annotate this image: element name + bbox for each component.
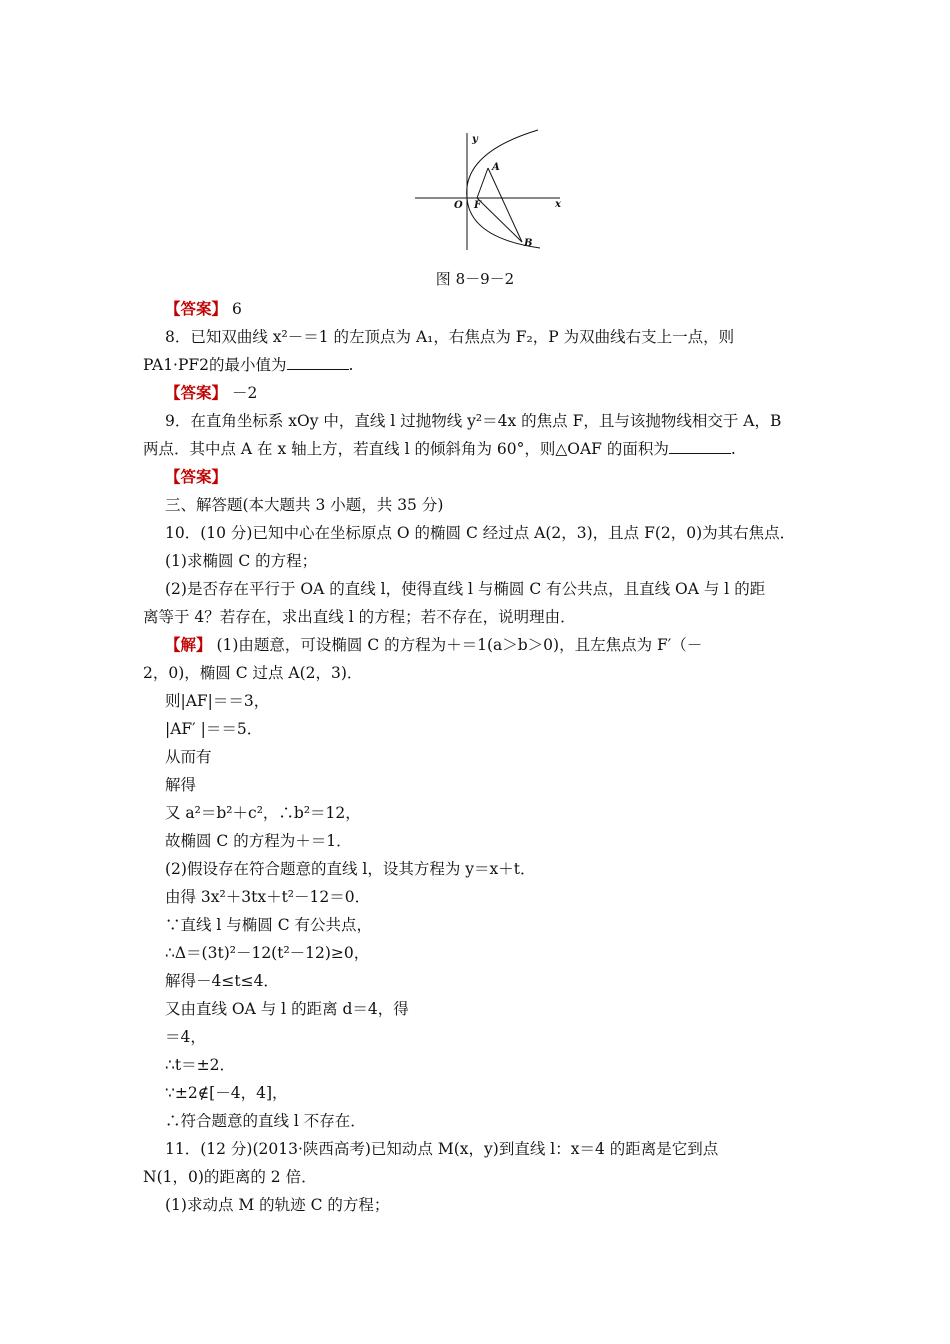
label-B: B (524, 238, 533, 249)
period: . (348, 356, 354, 374)
parabola-curve (467, 130, 540, 248)
answer-blank (669, 439, 731, 454)
solution-line-7: 又 a²＝b²＋c²，∴b²＝12， (165, 804, 361, 822)
question-8-text: PA1·PF2的最小值为 (143, 356, 287, 374)
answer-value: 6 (227, 300, 242, 318)
solution-line-14: 又由直线 OA 与 l 的距离 d＝4，得 (165, 1000, 409, 1018)
answer-tag: 【答案】 (165, 467, 228, 486)
question-9-text: 两点．其中点 A 在 x 轴上方，若直线 l 的倾斜角为 60°，则△OAF 的面积为 (143, 440, 669, 458)
solution-line-5: 从而有 (165, 748, 212, 766)
solution-line-2: 2，0)，椭圆 C 过点 A(2，3)． (143, 664, 363, 682)
solution-text: (1)由题意，可设椭圆 C 的方程为＋＝1(a＞b＞0)，且左焦点为 F′（－ (211, 636, 703, 654)
solution-line-13: 解得－4≤t≤4． (165, 972, 279, 990)
solution-line-10: 由得 3x²＋3tx＋t²－12＝0． (165, 888, 371, 906)
question-9-line-2 (143, 439, 736, 459)
line-OA (477, 168, 488, 198)
period: . (730, 440, 736, 458)
section-heading: 三、解答题(本大题共 3 小题，共 35 分) (165, 496, 444, 514)
answer-line-8 (165, 383, 257, 403)
question-10-stem: 10．(10 分)已知中心在坐标原点 O 的椭圆 C 经过点 A(2，3)，且点 F(2，0)为其右焦点． (165, 524, 796, 542)
label-y: y (472, 134, 478, 145)
label-A: A (492, 162, 500, 173)
question-8-line-1: 8．已知双曲线 x²－＝1 的左顶点为 A₁，右焦点为 F₂，P 为双曲线右支上一点，则 (165, 328, 735, 346)
label-O: O (454, 200, 463, 211)
question-11-line-2: N(1，0)的距离的 2 倍． (143, 1168, 317, 1186)
solution-line-12: ∴Δ＝(3t)²－12(t²－12)≥0， (165, 944, 370, 962)
question-9-line-1: 9．在直角坐标系 xOy 中，直线 l 过抛物线 y²＝4x 的焦点 F，且与该抛物线相交于 A，B (165, 412, 782, 430)
answer-tag: 【答案】 (165, 299, 228, 318)
question-10-part-1: (1)求椭圆 C 的方程； (165, 552, 318, 570)
answer-blank (287, 355, 349, 370)
label-F: F (474, 200, 482, 211)
question-10-part-2-line-1: (2)是否存在平行于 OA 的直线 l，使得直线 l 与椭圆 C 有公共点，且直线 OA 与 l 的距 (165, 580, 766, 598)
question-11-line-1: 11．(12 分)(2013·陕西高考)已知动点 M(x，y)到直线 l：x＝4 的距离是它到点 (165, 1140, 719, 1158)
label-x: x (555, 199, 561, 210)
solution-line-9: (2)假设存在符合题意的直线 l，设其方程为 y＝x＋t． (165, 860, 536, 878)
solution-line-17: ∵±2∉[－4，4]， (165, 1084, 288, 1102)
answer-tag: 【答案】 (165, 383, 228, 402)
solution-line-1 (165, 635, 702, 655)
parabola-figure (410, 128, 570, 253)
answer-line-9 (165, 467, 227, 487)
question-11-part-1: (1)求动点 M 的轨迹 C 的方程； (165, 1196, 390, 1214)
solution-line-16: ∴t＝±2． (165, 1056, 235, 1074)
solution-line-18: ∴符合题意的直线 l 不存在． (165, 1112, 366, 1130)
solution-line-11: ∵直线 l 与椭圆 C 有公共点， (165, 916, 373, 934)
question-10-part-2-line-2: 离等于 4？若存在，求出直线 l 的方程；若不存在，说明理由． (143, 608, 576, 626)
solution-line-4: |AF′ |＝＝5． (165, 720, 263, 738)
question-8-line-2 (143, 355, 353, 375)
solution-line-3: 则|AF|＝＝3， (165, 692, 270, 710)
solution-line-6: 解得 (165, 776, 197, 794)
solution-line-15: ＝4， (165, 1028, 206, 1046)
line-AB (488, 168, 522, 242)
figure-caption: 图 8－9－2 (435, 270, 515, 288)
answer-value: －2 (227, 384, 258, 402)
answer-line-7 (165, 299, 242, 319)
solution-tag: 【解】 (165, 635, 212, 654)
solution-line-8: 故椭圆 C 的方程为＋＝1． (165, 832, 352, 850)
line-FB (477, 198, 522, 242)
